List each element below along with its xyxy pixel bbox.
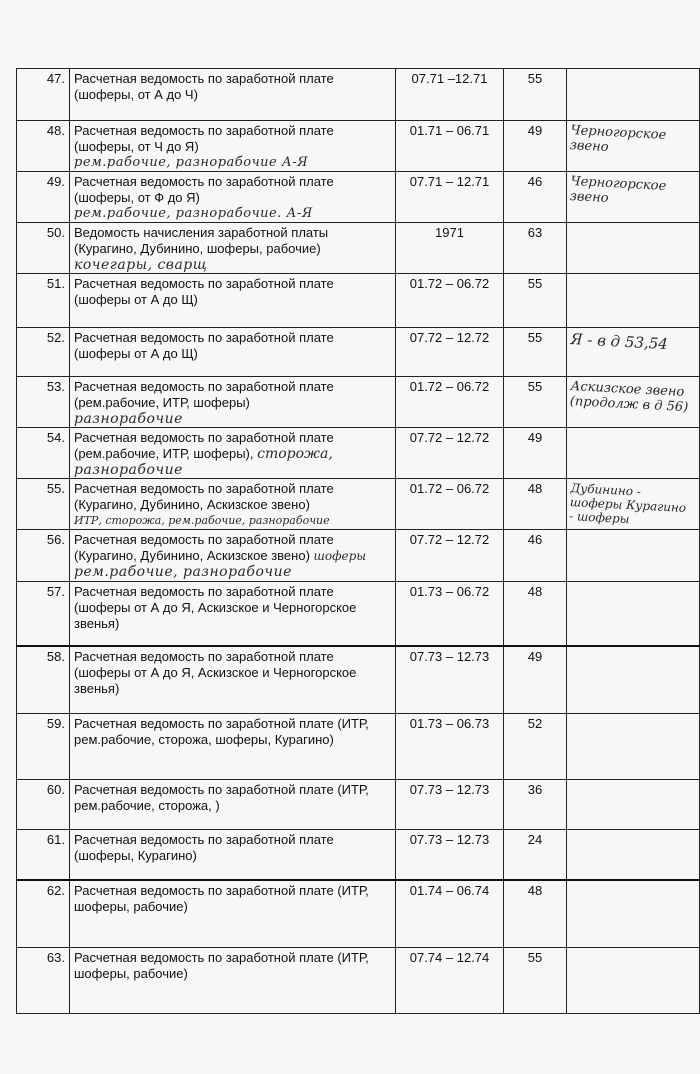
row-title: Расчетная ведомость по заработной плате (шоферы от А до Я, Аскизское и Черногорское звенья) [74, 648, 357, 696]
handwritten-note [571, 532, 695, 538]
table-row [17, 223, 700, 274]
row-note [567, 377, 700, 428]
table-row [17, 377, 700, 428]
row-note [567, 69, 700, 121]
row-note [567, 274, 700, 328]
handwritten-addition: разнорабочие [74, 411, 183, 427]
row-number: 60. [17, 780, 70, 830]
row-sheet-count: 55 [504, 69, 567, 121]
inventory-table-body [17, 69, 700, 1014]
row-title-cell [70, 69, 396, 121]
row-sheet-count: 46 [504, 172, 567, 223]
row-number: 47. [17, 69, 70, 121]
row-title: Расчетная ведомость по заработной плате (ИТР, рем.рабочие, сторожа, ) [74, 782, 369, 813]
handwritten-inline-addition: сторожа, [257, 446, 333, 462]
row-title: Расчетная ведомость по заработной плате (шоферы от А до Я, Аскизское и Черногорское звенья) [74, 584, 357, 631]
row-dates: 07.73 – 12.73 [396, 646, 504, 714]
handwritten-note: Аскизское звено (продолж в д 56) [569, 379, 689, 416]
row-title-cell [70, 172, 396, 223]
row-number: 53. [17, 377, 70, 428]
row-title-cell [70, 646, 396, 714]
table-row [17, 948, 700, 1014]
row-note [567, 121, 700, 172]
row-note [567, 830, 700, 880]
row-dates: 01.72 – 06.72 [396, 377, 504, 428]
row-number: 63. [17, 948, 70, 1014]
row-sheet-count: 48 [504, 582, 567, 646]
row-title-cell [70, 121, 396, 172]
row-dates: 01.72 – 06.72 [396, 274, 504, 328]
row-title-cell [70, 328, 396, 377]
row-dates: 01.72 – 06.72 [396, 479, 504, 530]
handwritten-note [571, 782, 695, 788]
row-title: Расчетная ведомость по заработной плате (рем.рабочие, ИТР, шоферы), [74, 430, 334, 461]
row-sheet-count: 49 [504, 121, 567, 172]
row-title-cell [70, 479, 396, 530]
row-sheet-count: 49 [504, 428, 567, 479]
handwritten-note [571, 71, 695, 77]
row-dates: 07.71 – 12.71 [396, 172, 504, 223]
row-sheet-count: 48 [504, 880, 567, 948]
table-row [17, 582, 700, 646]
row-note [567, 646, 700, 714]
row-note [567, 428, 700, 479]
table-row [17, 172, 700, 223]
row-title-cell [70, 880, 396, 948]
row-number: 61. [17, 830, 70, 880]
handwritten-note: Черногорское звено [569, 123, 667, 155]
handwritten-note [571, 649, 695, 655]
table-row [17, 830, 700, 880]
row-title-cell [70, 223, 396, 274]
row-sheet-count: 55 [504, 328, 567, 377]
table-row [17, 646, 700, 714]
table-row [17, 428, 700, 479]
row-note [567, 880, 700, 948]
row-dates: 01.73 – 06.73 [396, 714, 504, 780]
handwritten-addition: разнорабочие [74, 462, 183, 478]
row-dates: 07.74 – 12.74 [396, 948, 504, 1014]
table-row [17, 274, 700, 328]
row-dates: 07.73 – 12.73 [396, 780, 504, 830]
row-title: Расчетная ведомость по заработной плате (рем.рабочие, ИТР, шоферы) [74, 379, 334, 410]
row-title-cell [70, 582, 396, 646]
handwritten-note: Я - в д 53,54 [570, 330, 669, 354]
row-title: Расчетная ведомость по заработной плате (Курагино, Дубинино, Аскизское звено) [74, 532, 334, 563]
handwritten-note [571, 950, 695, 956]
row-title: Расчетная ведомость по заработной плате (шоферы от А до Щ) [74, 330, 334, 361]
row-note [567, 582, 700, 646]
row-dates: 07.72 – 12.72 [396, 530, 504, 582]
handwritten-note [571, 832, 695, 838]
row-number: 56. [17, 530, 70, 582]
handwritten-addition: рем.рабочие, разнорабочие А-Я [74, 155, 309, 170]
table-row [17, 479, 700, 530]
row-note [567, 328, 700, 377]
row-title: Расчетная ведомость по заработной плате (шоферы от А до Щ) [74, 276, 334, 307]
row-dates: 07.72 – 12.72 [396, 428, 504, 479]
table-row [17, 121, 700, 172]
handwritten-addition: ИТР, сторожа, рем.рабочие, разнорабочие [74, 514, 330, 527]
handwritten-note: Дубинино - шоферы Курагино - шоферы [568, 481, 687, 527]
row-sheet-count: 52 [504, 714, 567, 780]
row-sheet-count: 63 [504, 223, 567, 274]
row-number: 52. [17, 328, 70, 377]
row-title-cell [70, 830, 396, 880]
handwritten-note: Черногорское звено [569, 174, 667, 206]
row-sheet-count: 24 [504, 830, 567, 880]
row-sheet-count: 55 [504, 948, 567, 1014]
row-note [567, 223, 700, 274]
row-dates: 01.74 – 06.74 [396, 880, 504, 948]
row-sheet-count: 55 [504, 377, 567, 428]
row-title-cell [70, 377, 396, 428]
row-title: Расчетная ведомость по заработной плате (ИТР, шоферы, рабочие) [74, 950, 369, 981]
row-title-cell [70, 948, 396, 1014]
row-sheet-count: 36 [504, 780, 567, 830]
handwritten-note [571, 430, 695, 436]
row-number: 58. [17, 646, 70, 714]
table-row [17, 69, 700, 121]
row-sheet-count: 48 [504, 479, 567, 530]
row-dates: 1971 [396, 223, 504, 274]
table-row [17, 328, 700, 377]
row-note [567, 172, 700, 223]
row-title: Расчетная ведомость по заработной плате (Курагино, Дубинино, Аскизское звено) [74, 481, 334, 512]
row-number: 62. [17, 880, 70, 948]
row-title-cell [70, 428, 396, 479]
inventory-sheet [16, 68, 699, 1014]
handwritten-inline-addition: шоферы [313, 549, 367, 563]
row-number: 49. [17, 172, 70, 223]
row-note [567, 714, 700, 780]
handwritten-note [571, 225, 695, 231]
row-number: 48. [17, 121, 70, 172]
row-title: Ведомость начисления заработной платы (Курагино, Дубинино, шоферы, рабочие) [74, 225, 329, 256]
row-number: 59. [17, 714, 70, 780]
table-row [17, 530, 700, 582]
row-dates: 07.73 – 12.73 [396, 830, 504, 880]
inventory-table [16, 68, 700, 1014]
row-dates: 01.73 – 06.72 [396, 582, 504, 646]
row-note [567, 780, 700, 830]
row-note [567, 479, 700, 530]
row-dates: 07.71 –12.71 [396, 69, 504, 121]
handwritten-note [571, 276, 695, 282]
row-sheet-count: 46 [504, 530, 567, 582]
row-title: Расчетная ведомость по заработной плате (шоферы, Курагино) [74, 832, 334, 863]
row-number: 57. [17, 582, 70, 646]
row-title-cell [70, 714, 396, 780]
handwritten-note [571, 883, 695, 889]
handwritten-addition: рем.рабочие, разнорабочие [74, 564, 292, 580]
table-row [17, 714, 700, 780]
row-number: 51. [17, 274, 70, 328]
row-title: Расчетная ведомость по заработной плате (шоферы, от Ф до Я) [74, 174, 334, 205]
handwritten-addition: рем.рабочие, разнорабочие. А-Я [74, 206, 313, 221]
row-title: Расчетная ведомость по заработной плате (шоферы, от Ч до Я) [74, 123, 334, 154]
row-title: Расчетная ведомость по заработной плате (ИТР, шоферы, рабочие) [74, 882, 369, 914]
row-title-cell [70, 274, 396, 328]
row-number: 55. [17, 479, 70, 530]
row-note [567, 948, 700, 1014]
handwritten-addition: кочегары, сварщ [74, 257, 208, 273]
table-row [17, 780, 700, 830]
row-sheet-count: 49 [504, 646, 567, 714]
row-number: 50. [17, 223, 70, 274]
row-dates: 01.71 – 06.71 [396, 121, 504, 172]
row-number: 54. [17, 428, 70, 479]
row-title-cell [70, 530, 396, 582]
row-title: Расчетная ведомость по заработной плате (ИТР, рем.рабочие, сторожа, шоферы, Курагино) [74, 716, 369, 747]
handwritten-note [571, 584, 695, 590]
table-row [17, 880, 700, 948]
row-title: Расчетная ведомость по заработной плате (шоферы, от А до Ч) [74, 71, 334, 102]
row-title-cell [70, 780, 396, 830]
row-note [567, 530, 700, 582]
row-sheet-count: 55 [504, 274, 567, 328]
handwritten-note [571, 716, 695, 722]
row-dates: 07.72 – 12.72 [396, 328, 504, 377]
